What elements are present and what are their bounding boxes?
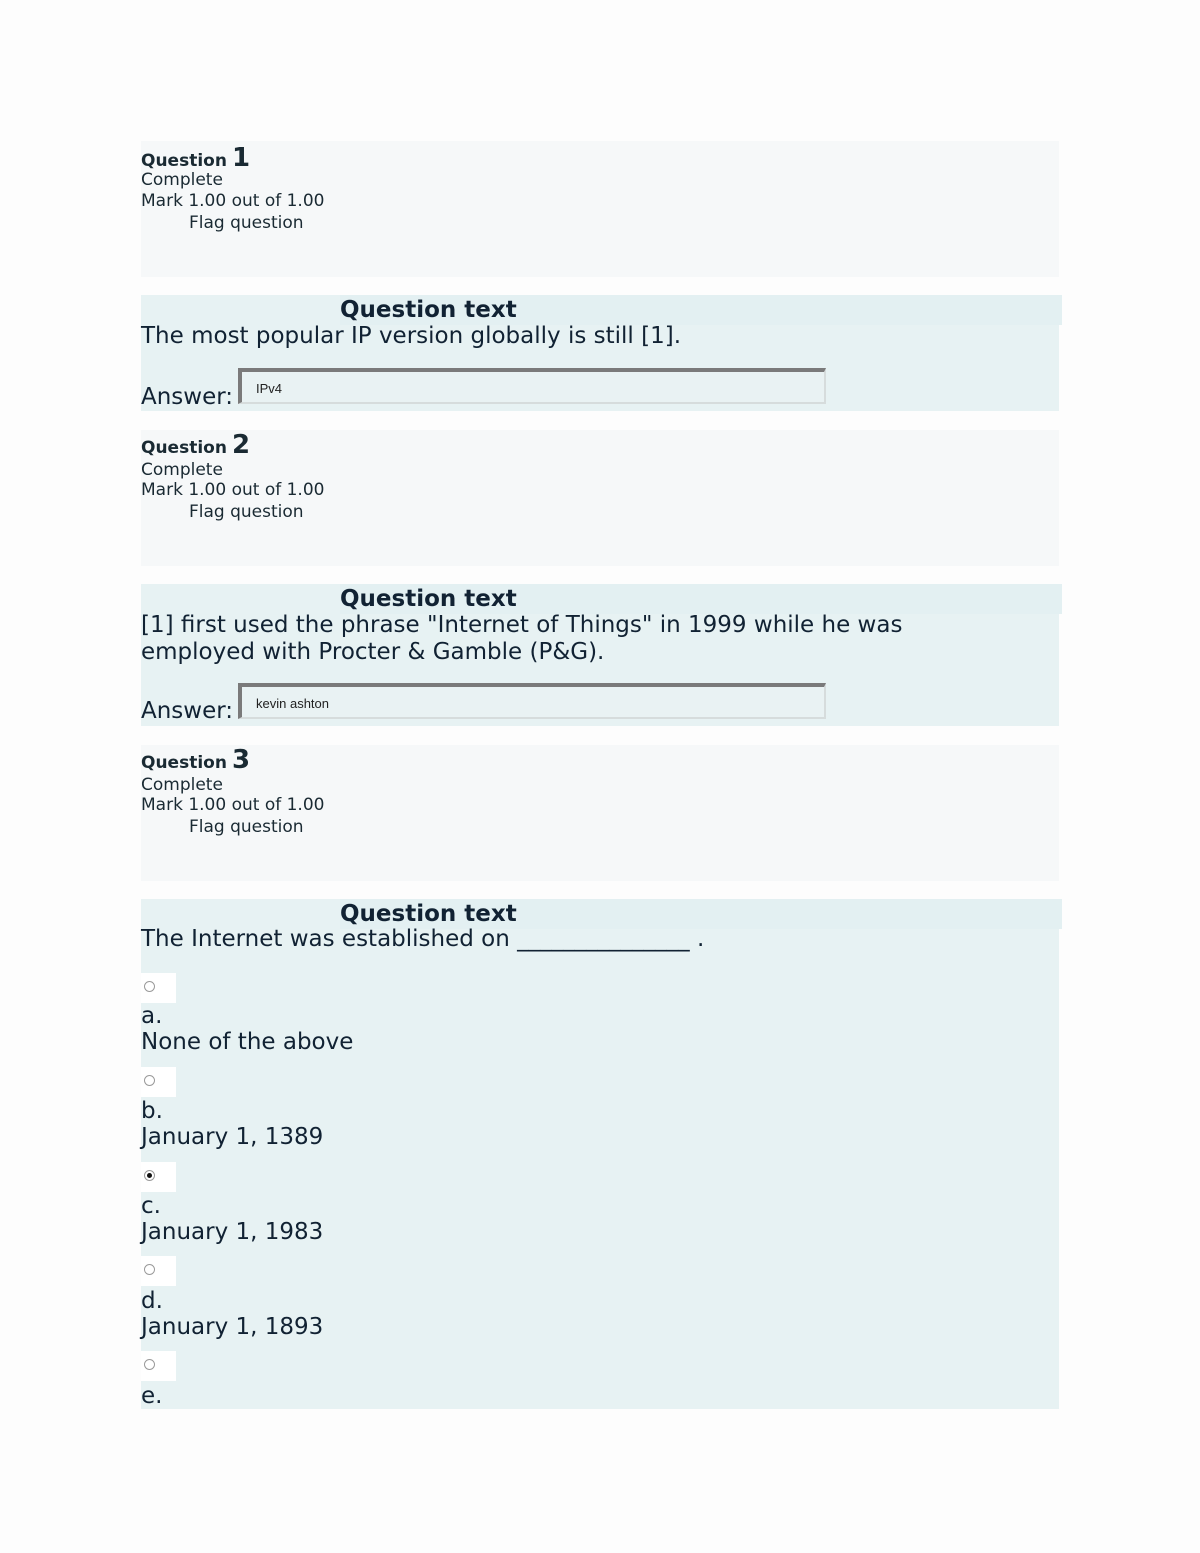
option-a-radio[interactable] bbox=[144, 981, 155, 992]
option-b-radio-cell bbox=[141, 1067, 176, 1097]
question-state: Complete bbox=[141, 460, 223, 480]
question-text: The Internet was established on _______________ . bbox=[141, 926, 705, 952]
question-number-value: 1 bbox=[232, 143, 251, 173]
question-text-heading: Question text bbox=[340, 295, 1062, 325]
question-grade: Mark 1.00 out of 1.00 bbox=[141, 795, 325, 815]
answer-input[interactable] bbox=[238, 368, 826, 404]
answer-label: Answer: bbox=[141, 698, 234, 724]
question-2-content bbox=[141, 584, 1059, 726]
question-number bbox=[141, 430, 250, 460]
question-grade: Mark 1.00 out of 1.00 bbox=[141, 480, 325, 500]
question-1-info bbox=[141, 141, 1059, 277]
option-a-radio-cell bbox=[141, 973, 176, 1003]
question-2-info bbox=[141, 430, 1059, 566]
option-c-radio[interactable] bbox=[144, 1170, 155, 1181]
question-number bbox=[141, 143, 250, 173]
question-number-value: 2 bbox=[232, 430, 251, 460]
answer-input[interactable] bbox=[238, 683, 826, 719]
option-letter: a. bbox=[141, 1003, 163, 1029]
option-e-radio[interactable] bbox=[144, 1359, 155, 1370]
option-letter: b. bbox=[141, 1098, 163, 1124]
question-3-content bbox=[141, 899, 1059, 1409]
option-b-radio[interactable] bbox=[144, 1075, 155, 1086]
question-text: [1] first used the phrase "Internet of Things" in 1999 while he was employed with Procter & Gamble (P&G). bbox=[141, 612, 903, 665]
question-grade: Mark 1.00 out of 1.00 bbox=[141, 191, 325, 211]
option-d-radio-cell bbox=[141, 1256, 176, 1286]
question-number-value: 3 bbox=[232, 745, 251, 775]
option-letter: d. bbox=[141, 1288, 163, 1314]
flag-question-link[interactable]: Flag question bbox=[189, 817, 304, 837]
question-state: Complete bbox=[141, 775, 223, 795]
option-text: January 1, 1893 bbox=[141, 1314, 324, 1340]
question-1-content bbox=[141, 295, 1059, 411]
flag-question-link[interactable]: Flag question bbox=[189, 502, 304, 522]
question-3-info bbox=[141, 745, 1059, 881]
option-c-radio-cell bbox=[141, 1162, 176, 1192]
question-state: Complete bbox=[141, 170, 223, 190]
answer-label: Answer: bbox=[141, 384, 234, 410]
option-d-radio[interactable] bbox=[144, 1264, 155, 1275]
question-label: Question bbox=[141, 151, 227, 171]
option-e-radio-cell bbox=[141, 1351, 176, 1381]
option-text: January 1, 1983 bbox=[141, 1219, 324, 1245]
question-text-heading: Question text bbox=[340, 899, 1062, 929]
option-letter: e. bbox=[141, 1383, 163, 1409]
question-text: The most popular IP version globally is still [1]. bbox=[141, 323, 682, 349]
option-letter: c. bbox=[141, 1193, 161, 1219]
option-text: January 1, 1389 bbox=[141, 1124, 324, 1150]
question-number bbox=[141, 745, 250, 775]
question-label: Question bbox=[141, 438, 227, 458]
question-label: Question bbox=[141, 753, 227, 773]
option-text: None of the above bbox=[141, 1029, 354, 1055]
flag-question-link[interactable]: Flag question bbox=[189, 213, 304, 233]
question-text-heading: Question text bbox=[340, 584, 1062, 614]
